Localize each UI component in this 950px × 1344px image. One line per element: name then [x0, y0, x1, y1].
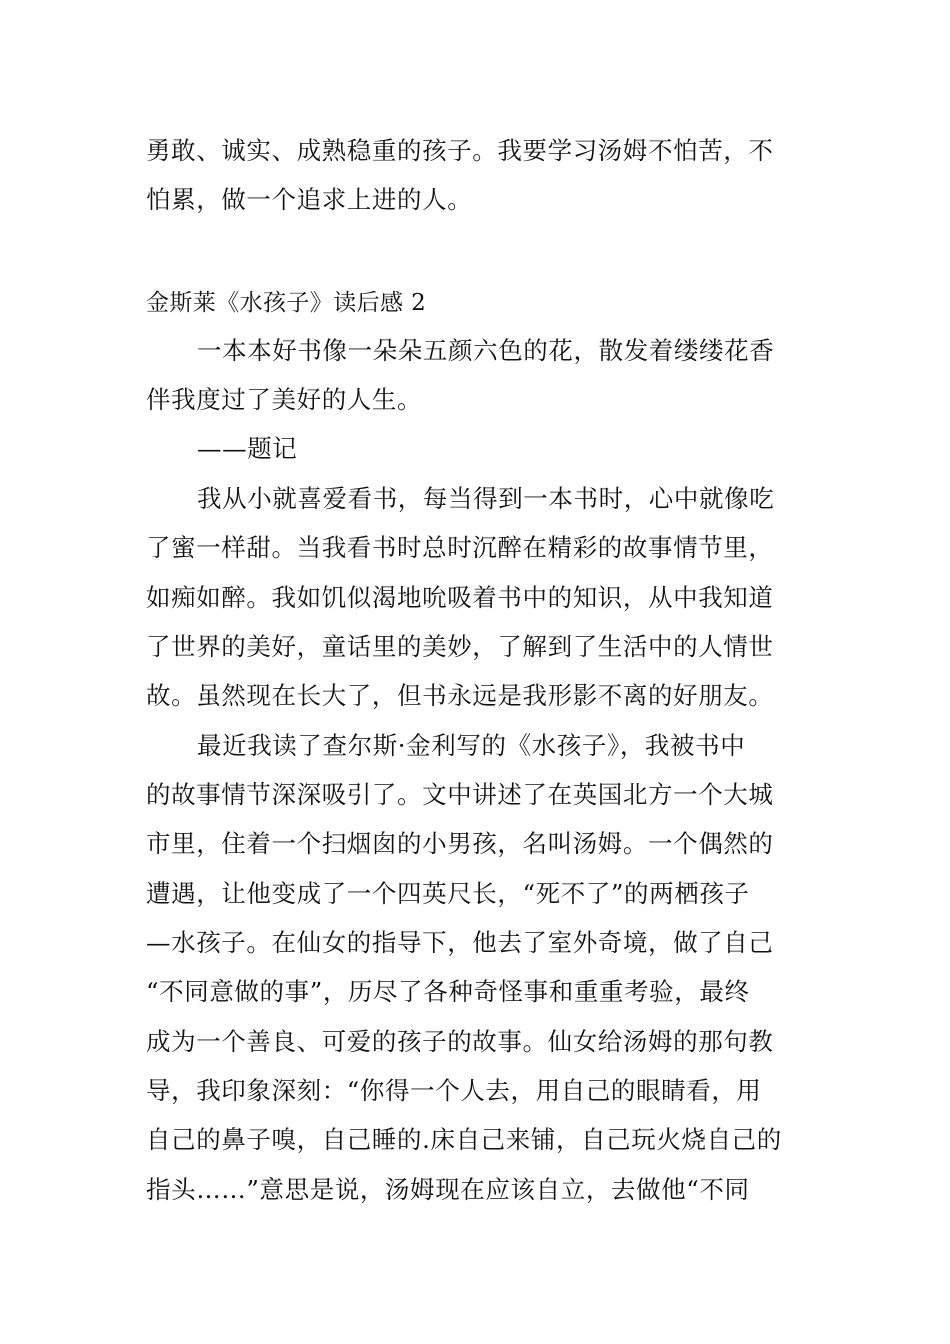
text-line: 的故事情节深深吸引了。文中讲述了在英国北方一个大城	[146, 780, 774, 809]
text-line: “不同意做的事”，历尽了各种奇怪事和重重考验，最终	[146, 977, 750, 1006]
text-line: 导，我印象深刻：“你得一个人去，用自己的眼睛看，用	[146, 1076, 762, 1105]
section-heading: 金斯莱《水孩子》读后感 2	[146, 290, 427, 316]
text-line: 成为一个善良、可爱的孩子的故事。仙女给汤姆的那句教	[146, 1027, 774, 1056]
text-line: 勇敢、诚实、成熟稳重的孩子。我要学习汤姆不怕苦，不	[146, 136, 774, 165]
text-line: 市里，住着一个扫烟囱的小男孩，名叫汤姆。一个偶然的	[146, 829, 774, 858]
text-line: 最近我读了查尔斯·金利写的《水孩子》，我被书中	[197, 731, 746, 760]
text-line: 一本本好书像一朵朵五颜六色的花，散发着缕缕花香	[197, 336, 775, 365]
text-line: 了世界的美好，童话里的美妙，了解到了生活中的人情世	[146, 632, 774, 661]
text-line: 了蜜一样甜。当我看书时总时沉醉在精彩的故事情节里，	[146, 533, 774, 562]
text-line: 怕累，做一个追求上进的人。	[146, 185, 473, 214]
epigraph-attribution: ——题记	[197, 434, 298, 463]
text-line: 自己的鼻子嗅，自己睡的.床自己来铺，自己玩火烧自己的	[146, 1125, 782, 1154]
text-line: 指头……”意思是说，汤姆现在应该自立，去做他“不同	[146, 1175, 750, 1204]
text-line: 如痴如醉。我如饥似渴地吮吸着书中的知识，从中我知道	[146, 583, 774, 612]
text-line: 遭遇，让他变成了一个四英尺长，“死不了”的两栖孩子	[146, 879, 750, 908]
text-line: 故。虽然现在长大了，但书永远是我形影不离的好朋友。	[146, 681, 774, 710]
text-line: 伴我度过了美好的人生。	[146, 385, 423, 414]
text-line: 我从小就喜爱看书，每当得到一本书时，心中就像吃	[197, 484, 775, 513]
text-line: —水孩子。在仙女的指导下，他去了室外奇境，做了自己	[146, 928, 774, 957]
